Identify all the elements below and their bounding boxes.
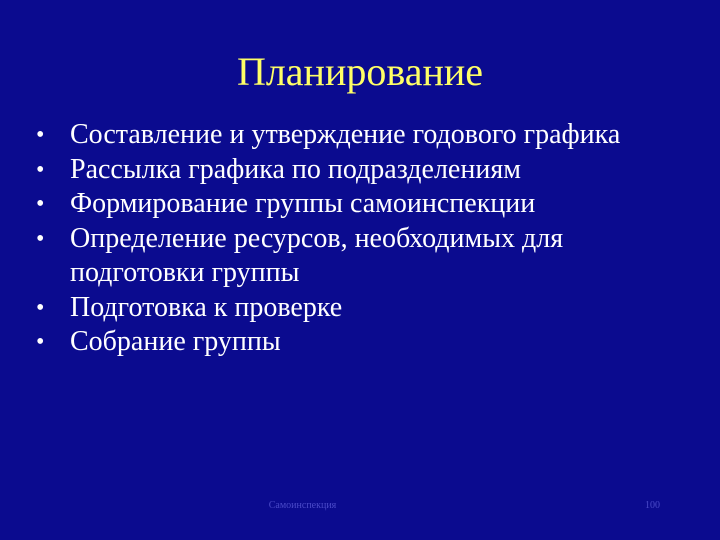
bullet-icon: • bbox=[36, 294, 45, 321]
bullet-text: Рассылка графика по подразделениям bbox=[70, 153, 521, 185]
bullet-icon: • bbox=[36, 156, 45, 183]
bullet-icon: • bbox=[36, 329, 45, 355]
bullet-item bbox=[36, 291, 676, 326]
bullet-item bbox=[36, 325, 676, 360]
footer-title: Самоинспекция bbox=[268, 500, 337, 511]
footer-page-number: 100 bbox=[645, 500, 660, 511]
bullet-text: Определение ресурсов, необходимых для подготовки группы bbox=[70, 222, 564, 288]
bullet-icon: • bbox=[36, 122, 45, 148]
bullet-item bbox=[36, 153, 676, 188]
bullet-text: Собрание группы bbox=[70, 326, 281, 357]
bullet-item bbox=[36, 187, 676, 222]
bullet-text: Составление и утверждение годового графика bbox=[70, 119, 621, 150]
bullet-item bbox=[36, 118, 676, 153]
bullet-icon: • bbox=[36, 191, 45, 217]
bullet-list bbox=[36, 118, 676, 360]
bullet-text: Формирование группы самоинспекции bbox=[70, 188, 536, 219]
bullet-icon: • bbox=[36, 225, 45, 252]
bullet-item bbox=[36, 222, 676, 291]
slide-title: Планирование bbox=[236, 49, 484, 94]
bullet-text: Подготовка к проверке bbox=[70, 291, 343, 323]
